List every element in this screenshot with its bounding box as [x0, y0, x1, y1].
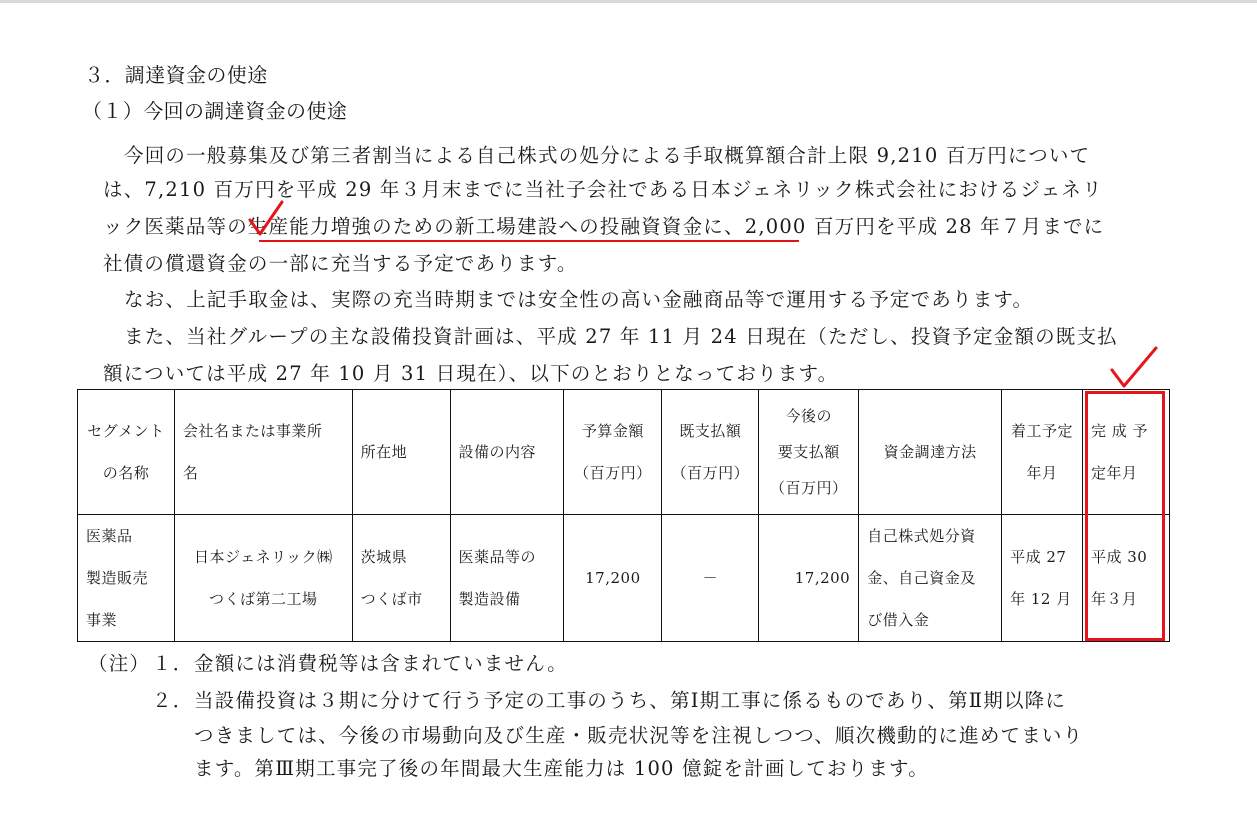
cell-completion: 平成 30 年３月	[1083, 515, 1170, 642]
header-equipment: 設備の内容	[450, 390, 564, 515]
paragraph3-line1: また、当社グループの主な設備投資計画は、平成 27 年 11 月 24 日現在（ただし、投資予定金額の既支払	[124, 325, 1118, 348]
capex-plan-table	[77, 389, 1170, 642]
header-start: 着工予定 年月	[1002, 390, 1083, 515]
red-check-mark-icon-2	[1108, 344, 1160, 392]
red-check-mark-icon	[246, 198, 286, 240]
paragraph3-line2: 額については平成 27 年 10 月 31 日現在）、以下のとおりとなっております。	[103, 362, 839, 385]
table-header-row	[78, 390, 1170, 515]
cell-location: 茨城県 つくば市	[352, 515, 450, 642]
header-budget: 予算金額 （百万円）	[564, 390, 662, 515]
paragraph2: なお、上記手取金は、実際の充当時期までは安全性の高い金融商品等で運用する予定であります。	[124, 288, 1034, 311]
header-location: 所在地	[352, 390, 450, 515]
cell-funding: 自己株式処分資 金、自己資金及 び借入金	[859, 515, 1002, 642]
cell-paid: －	[662, 515, 759, 642]
paragraph1-line2: は、7,210 百万円を平成 29 年３月末までに当社子会社である日本ジェネリック株式会社におけるジェネリ	[103, 178, 1103, 201]
cell-segment: 医薬品 製造販売 事業	[78, 515, 175, 642]
note2-number: ２．	[152, 689, 194, 712]
note2-line3: ます。第Ⅲ期工事完了後の年間最大生産能力は 100 億錠を計画しております。	[194, 757, 929, 780]
page-top-edge	[0, 0, 1257, 3]
cell-start: 平成 27 年 12 月	[1002, 515, 1083, 642]
header-completion: 完 成 予 定年月	[1083, 390, 1170, 515]
note1-number: １．	[152, 652, 194, 675]
paragraph1-line4: 社債の償還資金の一部に充当する予定であります。	[103, 252, 578, 275]
header-company: 会社名または事業所 名	[174, 390, 352, 515]
paragraph1-line3-pre: ック医薬品等の	[103, 215, 248, 238]
header-funding: 資金調達方法	[859, 390, 1002, 515]
note2-line2: つきましては、今後の市場動向及び生産・販売状況等を注視しつつ、順次機動的に進めてまいり	[194, 724, 1084, 747]
cell-budget: 17,200	[564, 515, 662, 642]
note2-line1: 当設備投資は３期に分けて行う予定の工事のうち、第Ⅰ期工事に係るものであり、第Ⅱ期以降に	[194, 689, 1067, 712]
paragraph1-line3-post: 2,000 百万円を平成 28 年７月までに	[744, 215, 1105, 238]
note1-text: 金額には消費税等は含まれていません。	[194, 652, 568, 675]
section-title: ３．調達資金の使途	[84, 63, 268, 87]
header-paid: 既支払額 （百万円）	[662, 390, 759, 515]
header-segment: セグメント の名称	[78, 390, 175, 515]
note-label: （注）	[88, 652, 151, 675]
table-row	[78, 515, 1170, 642]
red-underline-annotation	[259, 240, 799, 242]
subsection-title: （１）今回の調達資金の使途	[82, 99, 348, 123]
completion-column-highlight	[1085, 391, 1165, 641]
paragraph1-line1: 今回の一般募集及び第三者割当による自己株式の処分による手取概算額合計上限 9,210 百万円について	[124, 144, 1091, 167]
cell-equipment: 医薬品等の 製造設備	[450, 515, 564, 642]
header-remaining: 今後の 要支払額 （百万円）	[759, 390, 859, 515]
cell-company: 日本ジェネリック㈱ つくば第二工場	[174, 515, 352, 642]
cell-remaining: 17,200	[759, 515, 859, 642]
underlined-phrase: 生産能力増強のための新工場建設への投融資資金に、	[247, 215, 745, 238]
